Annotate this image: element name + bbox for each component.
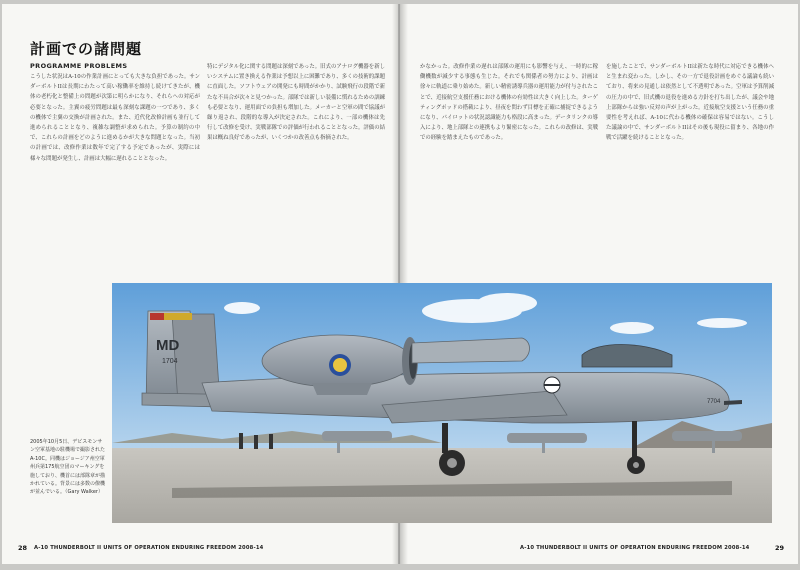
text-column-4: を施したことで、サンダーボルトIIは新たな時代に対応できる機体へと生まれ変わった。しかし、その一方で退役計画をめぐる議論も続いており、将来の見通しは依然として不透明であった。空軍は予算削減の圧力の中で、旧式機の退役を進める方針を打ち出したが、議会や地上部隊からは強い反対の声が上がった。近接航空支援という任務の重要性を考えれば、A-10に代わる機体の確保は容易ではない。こうした議論の中で、サンダーボルトIIはその後も現役に留まり、各地の作戦で活躍を続けることとなった。 bbox=[606, 64, 774, 142]
left-footer-text: A-10 THUNDERBOLT II UNITS OF OPERATION ENDURING FREEDOM 2008-14 bbox=[34, 545, 264, 551]
article-title: 計画での諸問題 bbox=[30, 40, 143, 58]
text-column-1: こうした状況はA-10の作業計画にとっても大きな負担であった。サンダーボルトIIは長期にわたって高い稼働率を維持し続けてきたが、機体の老朽化と整備上の問題が次第に明らかになり、それらへの対応が必要となった。主翼の疲労問題は最も深刻な課題の一つであり、多くの機体で主翼の交換が計画された。また、近代化改修計画も並行して進められることとなり、複雑な調整が求められた。予算の制約の中で、これらの計画をどのように進めるかが大きな問題となった。当初の計画では、改修作業は数年で完了する予定であったが、実際には様々な問題が発生し、計画は大幅に遅れることとなった。 bbox=[30, 74, 200, 162]
text-column-3: かなかった。改修作業の遅れは部隊の運用にも影響を与え、一時的に稼働機数が減少する事態も生じた。それでも関係者の努力により、計画は徐々に軌道に乗り始めた。新しい精密誘導兵器の運用能力が付与されたことで、近接航空支援任務における機体の有効性は大きく向上した。ターゲティングポッドの搭載により、昼夜を問わず目標を正確に捕捉できるようになり、パイロットの状況認識能力も格段に高まった。データリンクの導入により、地上部隊との連携もより緊密になった。これらの改修は、実戦での経験を踏まえたものであった。 bbox=[420, 64, 598, 142]
photo-caption: 2005年10月5日、デビスモンサン空軍基地の駐機場で撮影されたA-10C。同機はジョージア州空軍州兵第175航空団のマーキングを施しており、機首には部隊章が描かれている。背景には多数の僚機が並んでいる。（Gary Walker） bbox=[30, 439, 106, 496]
tail-code: MD bbox=[156, 337, 180, 354]
left-page-number: 28 bbox=[18, 544, 28, 552]
aircraft-photo bbox=[112, 283, 772, 523]
right-footer-text: A-10 THUNDERBOLT II UNITS OF OPERATION ENDURING FREEDOM 2008-14 bbox=[520, 545, 750, 551]
article-heading bbox=[30, 38, 142, 70]
nose-number: 7704 bbox=[707, 399, 721, 405]
article-subtitle: PROGRAMME PROBLEMS bbox=[30, 62, 128, 70]
tail-number: 1704 bbox=[162, 358, 178, 365]
engine-pylon bbox=[312, 383, 372, 395]
right-page-number: 29 bbox=[775, 544, 785, 552]
text-column-2: 特にデジタル化に関する問題は深刻であった。旧式のアナログ機器を新しいシステムに置き換える作業は予想以上に困難であり、多くの技術的課題に直面した。ソフトウェアの開発にも時間がかかり、試験飛行の段階で新たな不具合が次々と見つかった。部隊では新しい装備に慣れるための訓練も必要となり、運用面での負担も増加した。メーカーと空軍の間で協議が繰り返され、段階的な導入が決定された。これにより、一部の機体は先行して改修を受け、実戦部隊での評価が行われることとなった。評価の結果は概ね良好であったが、いくつかの改善点も指摘された。 bbox=[207, 64, 385, 142]
